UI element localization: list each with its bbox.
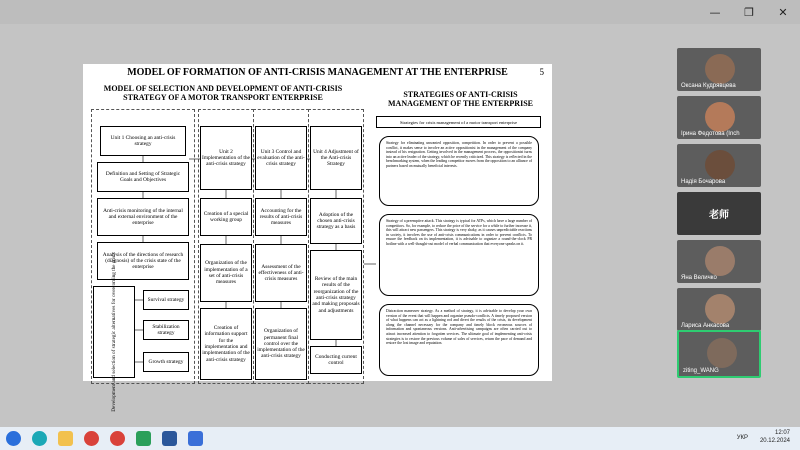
participant-name: Ірина Федотова (Inch [681,131,740,137]
folder-icon[interactable] [58,431,73,446]
u2-working-group-box: Creation of a special working group [200,198,252,236]
right-title-line1: STRATEGIES OF ANTI-CRISIS [403,90,518,99]
stabilization-box: Stabilization strategy [143,320,189,340]
participant-name: Надія Бочарова [681,179,726,185]
participant-tile[interactable] [677,192,761,235]
participant-name: ziting_WANG [683,368,719,374]
participant-tile[interactable] [677,240,761,283]
u4-review-box: Review of the main results of the reorganization of the anti-crisis strategy and making proposals and adjustments [310,250,362,340]
taskbar [0,427,800,450]
close-icon[interactable]: ✕ [778,5,788,19]
participant-tile[interactable] [677,288,761,331]
u1-goals-box: Definition and Setting of Strategic Goals and Objectives [97,162,189,192]
participant-video [705,54,735,84]
slide-number: 5 [539,67,544,77]
system-tray[interactable] [736,429,790,445]
app-icon[interactable] [136,431,151,446]
restore-icon[interactable]: ❐ [744,5,754,19]
left-title-line2: STRATEGY OF A MOTOR TRANSPORT ENTERPRISE [123,93,323,102]
chrome-icon[interactable] [84,431,99,446]
u4-current-control-box: Conducting current control [310,346,362,374]
right-title-line2: MANAGEMENT OF THE ENTERPRISE [388,99,533,108]
unit4-box: Unit 4 Adjustment of the Anti-crisis Strategy [310,126,362,190]
slide-title: MODEL OF FORMATION OF ANTI-CRISIS MANAGEMENT AT THE ENTERPRISE [127,67,508,78]
participant-name: Лариса Анкасова [681,323,730,329]
edge-icon[interactable] [32,431,47,446]
participant-video [705,294,735,324]
teacher-label: 老师 [709,210,729,221]
u1-alternatives-text: Development and selection of strategic alternatives for overcoming the crisis [111,252,117,412]
app-icon[interactable] [188,431,203,446]
strategy-opposition: Strategy for eliminating unwanted opposition, competition. In order to prevent a possible conflict, it makes sense to involve an active oppositionist in the management of the company instead of his resignation. Getting involved in the management process, the oppositionist turns into an active leader of the strategy, which he recently criticized. This strategy is reflected in the benchmarking system, when the leading competitor moves from the opposition to an alliance of partners based on mutually beneficial interests. [379,136,539,206]
participant-tile[interactable] [677,144,761,187]
start-icon[interactable] [6,431,21,446]
u2-information-box: Creation of information support for the implementation and implementation of the anti-crisis strategy [200,308,252,380]
window-controls [698,0,800,24]
growth-box: Growth strategy [143,352,189,372]
unit2-box: Unit 2 Implementation of the anti-crisis strategy [200,126,252,190]
participant-tile-active[interactable] [677,330,761,378]
clock-time: 12:07 [774,430,790,436]
u1-monitoring-box: Anti-crisis monitoring of the internal and external environment of the enterprise [97,198,189,236]
u2-organization-box: Organization of the implementation of a set of anti-crisis measures [200,244,252,302]
strategy-preemptive: Strategy of a preemptive attack. This strategy is typical for ATPs, which have a large number of competitors. So, for example, to reduce the price of the service for a while to further increase it, this will attract new passengers. This strategy is very shaky, as it causes unpredictable reactions in society, it involves the use of anti-crisis communications in order to prevent conflicts. To ensure the feedback on its implementation, it is advisable to organize a round-the-clock PR hotline with a well-thought-out model of verbal communication that everyone speaks on it. [379,214,539,296]
strategies-header: Strategies for crisis management of a motor transport enterprise [376,116,541,128]
unit3-box: Unit 3 Control and evaluation of the anti-crisis strategy [255,126,307,190]
participant-tile[interactable] [677,48,761,91]
participant-video [705,150,735,180]
strategy-distraction: Distraction maneuver strategy. As a method of strategy, it is advisable to develop your own version of the event that will happen and organize pseudo-conflicts. A timely proposed version of what happens can act as a lightning rod and divert the results of the crisis, its development along the channel necessary for the company and timely block erroneous sources of information and spontaneous versions. Anti-advertising campaigns are often carried out to attract increased attention to forgotten services. The ultimate goal of implementing anti-crisis strategies is to restore the previous volume of sales of services, return the pace of demand and restore the lost image and reputation. [379,304,539,376]
u1-analysis-box: Analysis of the directions of research (diagnosis) of the crisis state of the enterprise [97,242,189,280]
survival-box: Survival strategy [143,290,189,310]
unit1-box: Unit 1 Choosing an anti-crisis strategy [100,126,186,156]
participant-tile[interactable] [677,96,761,139]
participant-video [705,102,735,132]
language-indicator: УКР [736,435,748,441]
presentation-slide [83,64,552,412]
participant-video [707,338,737,368]
chrome-icon[interactable] [110,431,125,446]
u4-adoption-box: Adoption of the chosen anti-crisis strategy as a basis [310,198,362,244]
participant-name: Оксана Кудрявцева [681,83,736,89]
minimize-icon[interactable]: — [709,5,721,19]
participant-name: Яна Величко [681,275,717,281]
u3-control-box: Organization of permanent final control over the implementation of the anti-crisis strategy [255,308,307,380]
participant-video [705,246,735,276]
clock-date: 20.12.2024 [759,438,790,444]
u3-assessment-box: Assessment of the effectiveness of anti-crisis measures [255,244,307,302]
u3-accounting-box: Accounting for the results of anti-crisis measures [255,198,307,236]
word-icon[interactable] [162,431,177,446]
left-title-line1: MODEL OF SELECTION AND DEVELOPMENT OF ANTI-CRISIS [103,84,343,93]
